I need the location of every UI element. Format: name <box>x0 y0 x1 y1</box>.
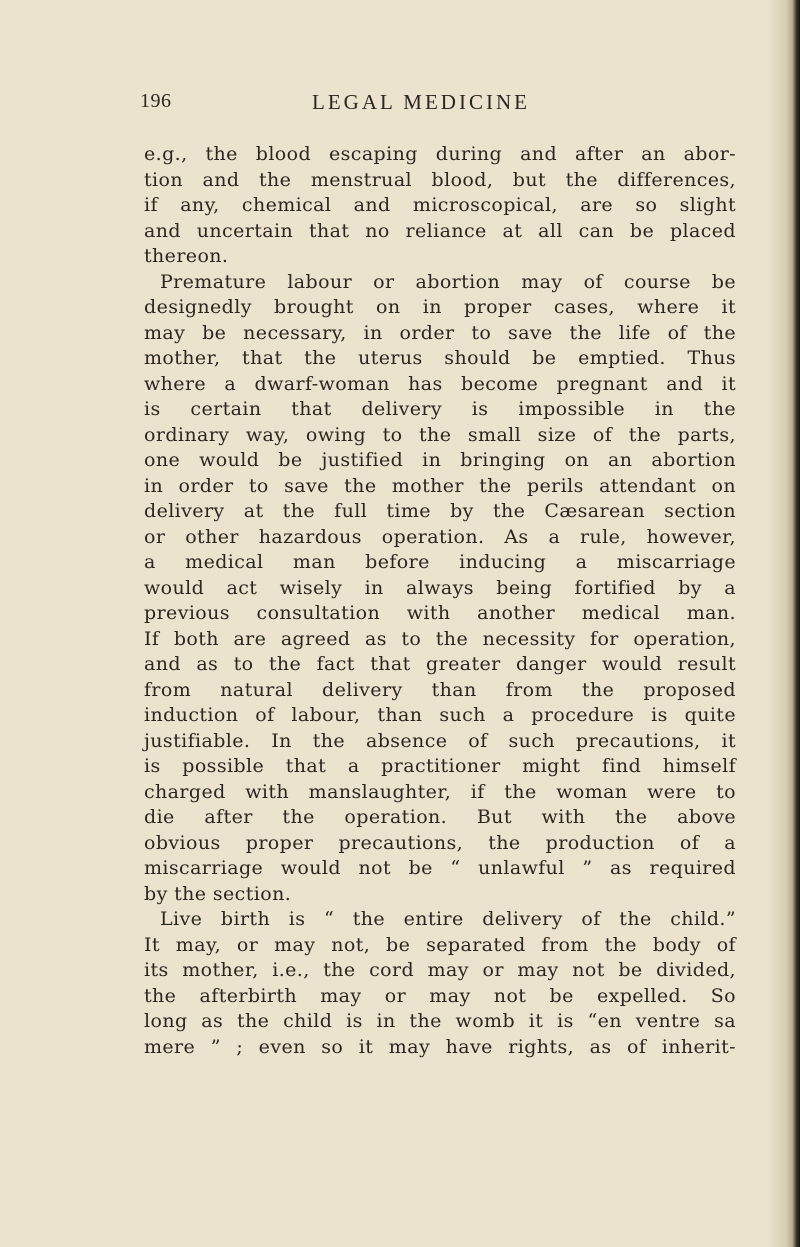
text-line: If both are agreed as to the necessity for operation, <box>144 627 736 650</box>
text-line: induction of labour, than such a procedure is quite <box>144 704 736 726</box>
text-line: where a dwarf-woman has become pregnant and it <box>144 372 736 395</box>
text-line: and as to the fact that greater danger would result <box>144 653 736 675</box>
text-line: in order to save the mother the perils attendant on <box>144 474 736 497</box>
text-line: mother, that the uterus should be emptied. Thus <box>144 347 736 369</box>
text-line: obvious proper precautions, the production of a <box>144 831 736 854</box>
text-line: Premature labour or abortion may of course be <box>160 270 736 293</box>
text-line: e.g., the blood escaping during and after an abor- <box>144 143 736 165</box>
text-line: tion and the menstrual blood, but the differences, <box>144 168 736 191</box>
text-line: is possible that a practitioner might find himself <box>144 755 736 777</box>
text-line: may be necessary, in order to save the life of the <box>144 321 736 344</box>
text-line: mere ” ; even so it may have rights, as of inherit- <box>144 1035 736 1058</box>
text-line: ordinary way, owing to the small size of the parts, <box>144 423 736 446</box>
text-line: is certain that delivery is impossible in the <box>144 398 736 420</box>
text-line: die after the operation. But with the above <box>144 806 736 828</box>
text-line: would act wisely in always being fortified by a <box>144 576 736 599</box>
text-line: the afterbirth may or may not be expelled. So <box>144 984 736 1007</box>
text-line: a medical man before inducing a miscarriage <box>144 551 736 573</box>
body-text <box>144 142 736 1060</box>
text-line: Live birth is “ the entire delivery of the child.” <box>160 908 736 930</box>
text-line: thereon. <box>144 245 229 267</box>
text-line: previous consultation with another medical man. <box>144 602 736 624</box>
page-edge <box>786 0 800 1247</box>
text-line: and uncertain that no reliance at all can be placed <box>144 219 736 242</box>
text-line: by the section. <box>144 882 292 905</box>
text-line: It may, or may not, be separated from the body of <box>144 933 736 956</box>
text-line: justifiable. In the absence of such precautions, it <box>144 729 736 752</box>
text-line: long as the child is in the womb it is “en ventre sa <box>144 1010 736 1032</box>
page-number: 196 <box>140 90 172 112</box>
text-line: from natural delivery than from the proposed <box>144 678 736 701</box>
text-line: if any, chemical and microscopical, are so slight <box>144 194 736 216</box>
text-line: one would be justified in bringing on an abortion <box>144 449 736 471</box>
text-line: or other hazardous operation. As a rule, however, <box>144 525 736 548</box>
page-edge-shadow <box>768 0 786 1247</box>
running-title: LEGAL MEDICINE <box>312 90 530 114</box>
text-line: its mother, i.e., the cord may or may not be divided, <box>144 959 736 981</box>
text-line: delivery at the full time by the Cæsarean section <box>144 500 736 522</box>
text-line: charged with manslaughter, if the woman were to <box>144 780 736 803</box>
text-line: designedly brought on in proper cases, where it <box>144 296 736 318</box>
text-line: miscarriage would not be “ unlawful ” as required <box>144 857 736 879</box>
page-header <box>140 90 724 118</box>
